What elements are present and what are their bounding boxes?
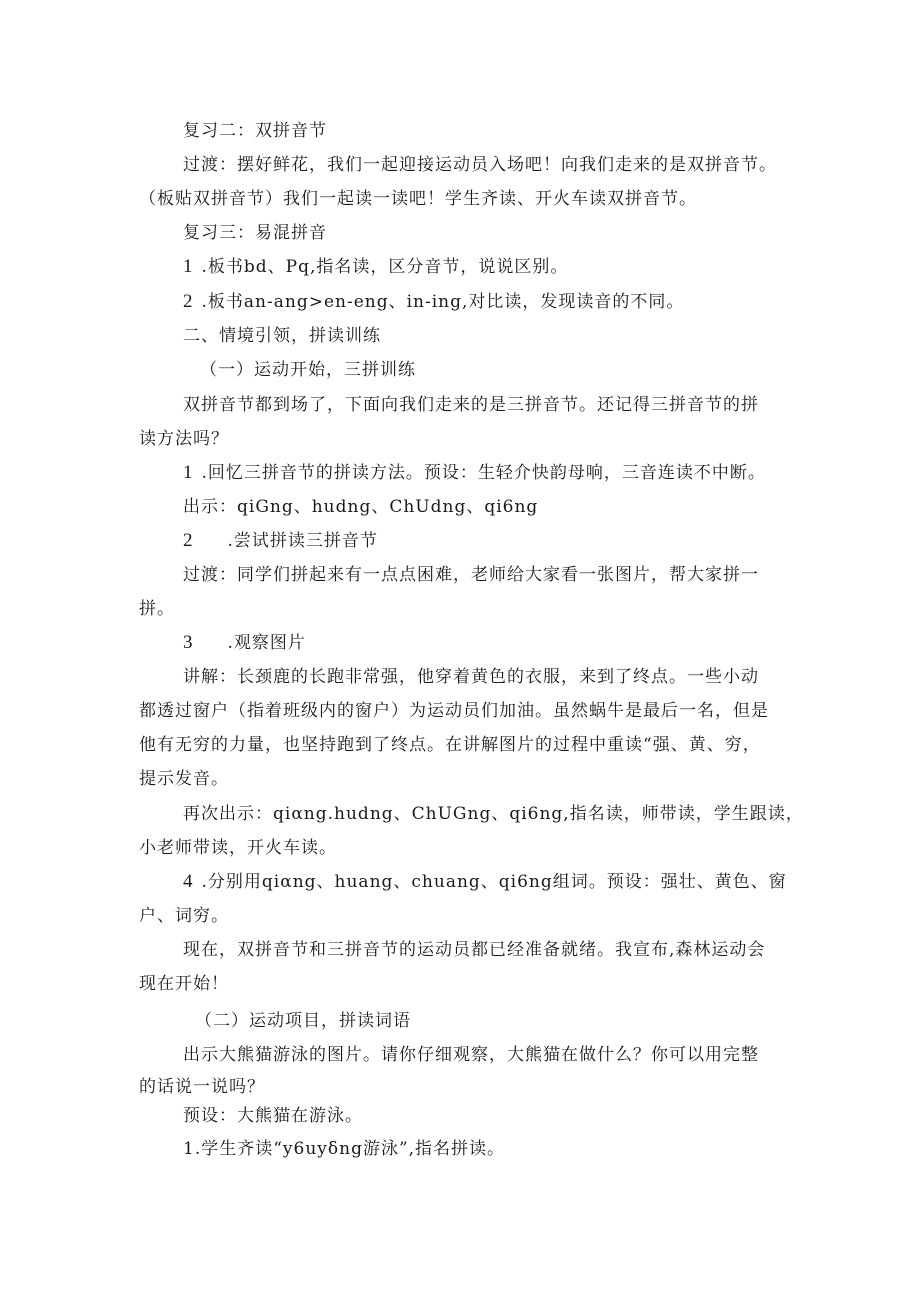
item-number: 4: [183, 871, 194, 892]
item-number: 2: [183, 530, 194, 551]
text-line: 复习三：易混拼音: [183, 223, 327, 243]
numbered-line: [183, 462, 766, 484]
text-line: （板贴双拼音节）我们一起读一读吧！学生齐读、开火车读双拼音节。: [139, 189, 697, 209]
item-text: .回忆三拼音节的拼读方法。预设：生轻介快韵母响，三音连读不中断。: [201, 463, 766, 483]
text-line: 读方法吗？: [139, 429, 229, 449]
item-text: .板书an-ang>en-eng、in-ing,对比读，发现读音的不同。: [201, 292, 685, 312]
text-line: 出示：qiGng、hudng、ChUdng、qi6ng: [183, 497, 539, 517]
text-line: 提示发音。: [139, 769, 229, 789]
text-line: 复习二：双拼音节: [183, 121, 327, 141]
text-line: 都透过窗户（指着班级内的窗户）为运动员们加油。虽然蜗牛是最后一名，但是: [139, 701, 769, 721]
numbered-line: [183, 530, 378, 552]
text-line: 1.学生齐读“y6uyδng游泳”,指名拼读。: [183, 1139, 506, 1159]
text-line: 预设：大熊猫在游泳。: [183, 1106, 363, 1126]
item-text: .观察图片: [227, 633, 306, 653]
text-line: 小老师带读，开火车读。: [139, 838, 337, 858]
item-text: .分别用qiαng、huang、chuang、qi6ng组词。预设：强壮、黄色、窗: [201, 872, 787, 892]
text-line: 户、词穷。: [139, 906, 229, 926]
text-line: 双拼音节都到场了，下面向我们走来的是三拼音节。还记得三拼音节的拼: [183, 395, 759, 415]
item-text: .板书bd、Pq,指名读，区分音节，说说区别。: [201, 257, 569, 277]
text-line: 拼。: [139, 599, 175, 619]
text-line: 现在，双拼音节和三拼音节的运动员都已经准备就绪。我宣布,森林运动会: [183, 940, 766, 960]
item-number: 1: [183, 256, 194, 277]
text-line: 讲解：长颈鹿的长跑非常强，他穿着黄色的衣服，来到了终点。一些小动: [183, 667, 759, 687]
subsection-heading: （一）运动开始，三拼训练: [200, 360, 416, 380]
subsection-heading: （二）运动项目，拼读词语: [195, 1011, 411, 1031]
item-number: 2: [183, 291, 194, 312]
text-line: 过渡：摆好鲜花，我们一起迎接运动员入场吧！向我们走来的是双拼音节。: [183, 155, 777, 175]
text-line: 现在开始！: [139, 974, 229, 994]
numbered-line: [183, 256, 568, 278]
text-line: 的话说一说吗？: [139, 1077, 265, 1097]
text-line: 再次出示：qiαng.hudng、ChUGng、qi6ng,指名读，师带读，学生跟读，: [183, 804, 804, 824]
numbered-line: [183, 632, 306, 654]
item-number: 1: [183, 462, 194, 483]
numbered-line: [183, 291, 684, 313]
text-line: 出示大熊猫游泳的图片。请你仔细观察，大熊猫在做什么？你可以用完整: [183, 1045, 759, 1065]
text-line: 过渡：同学们拼起来有一点点困难，老师给大家看一张图片，帮大家拼一: [183, 565, 759, 585]
item-number: 3: [183, 632, 194, 653]
numbered-line: [183, 871, 787, 893]
text-line: 他有无穷的力量，也坚持跑到了终点。在讲解图片的过程中重读“强、黄、穷，: [139, 735, 761, 755]
item-text: .尝试拼读三拼音节: [227, 531, 378, 551]
section-heading: 二、情境引领，拼读训练: [183, 326, 381, 346]
